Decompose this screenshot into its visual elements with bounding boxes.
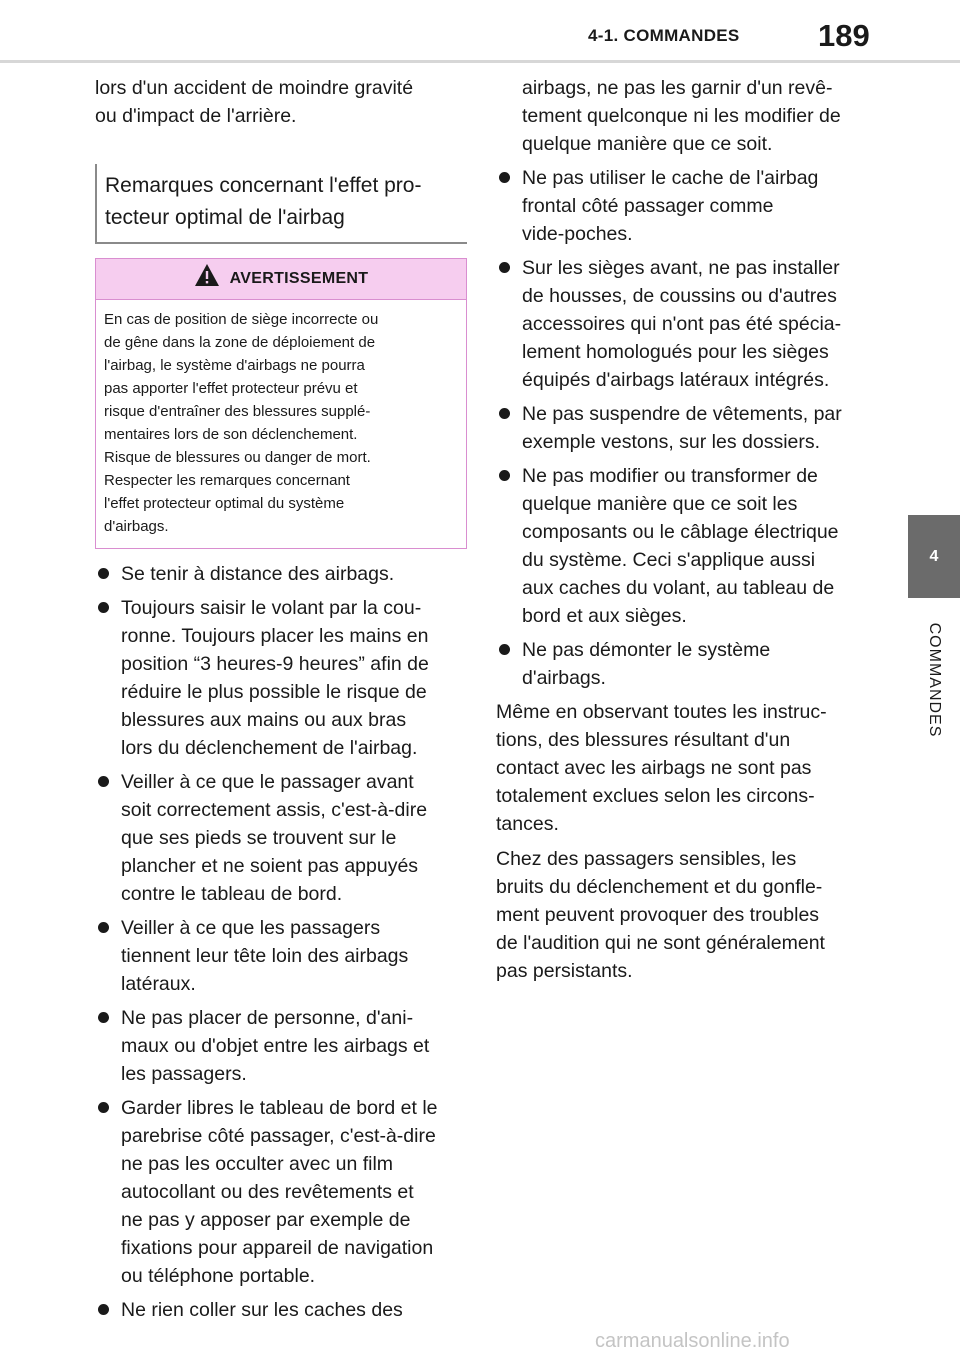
text-line: contre le tableau de bord. <box>121 883 343 905</box>
text-line: ne pas y apposer par exemple de <box>121 1209 411 1231</box>
text-line: ronne. Toujours placer les mains en <box>121 625 429 647</box>
warning-line: risque d'entraîner des blessures supplé- <box>104 403 371 420</box>
text-line: bord et aux sièges. <box>522 605 687 627</box>
warning-line: de gêne dans la zone de déploiement de <box>104 334 376 351</box>
text-line: Veiller à ce que le passager avant <box>121 771 414 793</box>
body-paragraph <box>496 845 862 985</box>
text-line: réduire le plus possible le risque de <box>121 681 427 703</box>
text-line: Toujours saisir le volant par la cou- <box>121 597 422 619</box>
text-line: Ne pas utiliser le cache de l'airbag <box>522 167 819 189</box>
warning-line: Risque de blessures ou danger de mort. <box>104 449 371 466</box>
text-line: Même en observant toutes les instruc- <box>496 701 827 723</box>
bullet-dot-icon <box>98 568 109 579</box>
text-line: parebrise côté passager, c'est-à-dire <box>121 1125 436 1147</box>
text-line: exemple vestons, sur les dossiers. <box>522 431 821 453</box>
text-line: tances. <box>496 813 559 835</box>
text-line: d'airbags. <box>522 667 606 689</box>
text-line: les passagers. <box>121 1063 247 1085</box>
body-paragraph <box>496 698 862 838</box>
warning-triangle-icon <box>194 263 220 295</box>
text-line: pas persistants. <box>496 960 633 982</box>
bullet-item <box>95 1094 467 1290</box>
text-line: lement homologués pour les sièges <box>522 341 829 363</box>
warning-line: pas apporter l'effet protecteur prévu et <box>104 380 358 397</box>
page-number: 189 <box>818 18 870 53</box>
chapter-number: 4 <box>929 547 939 565</box>
bullet-item <box>95 594 467 762</box>
bullet-dot-icon <box>499 262 510 273</box>
bullet-item <box>95 1296 467 1324</box>
chapter-label: COMMANDES <box>926 622 943 738</box>
text-line: soit correctement assis, c'est-à-dire <box>121 799 428 821</box>
bullet-item <box>95 768 467 908</box>
text-line: Ne pas suspendre de vêtements, par <box>522 403 842 425</box>
warning-line: l'effet protecteur optimal du système <box>104 495 345 512</box>
text-line: totalement exclues selon les circons- <box>496 785 815 807</box>
text-line: Ne pas modifier ou transformer de <box>522 465 818 487</box>
text-line: tiennent leur tête loin des airbags <box>121 945 409 967</box>
text-line: frontal côté passager comme <box>522 195 774 217</box>
warning-header <box>96 259 466 300</box>
text-line: quelque manière que ce soit. <box>522 133 773 155</box>
text-line: Garder libres le tableau de bord et le <box>121 1097 438 1119</box>
warning-line: l'airbag, le système d'airbags ne pourra <box>104 357 365 374</box>
text-line: blessures aux mains ou aux bras <box>121 709 407 731</box>
text-line: Se tenir à distance des airbags. <box>121 563 395 585</box>
bullet-item <box>95 560 467 588</box>
text-line: ou d'impact de l'arrière. <box>95 105 297 127</box>
bullet-dot-icon <box>98 1012 109 1023</box>
text-line: vide-poches. <box>522 223 633 245</box>
text-line: du système. Ceci s'applique aussi <box>522 549 816 571</box>
text-line: plancher et ne soient pas appuyés <box>121 855 419 877</box>
warning-line: d'airbags. <box>104 518 169 535</box>
header-divider <box>0 60 960 63</box>
bullet-item <box>496 400 862 456</box>
text-line: lors d'un accident de moindre gravité <box>95 77 414 99</box>
right-column <box>496 74 862 992</box>
text-line: Ne pas placer de personne, d'ani- <box>121 1007 414 1029</box>
warning-title: AVERTISSEMENT <box>229 270 369 287</box>
text-line: Sur les sièges avant, ne pas installer <box>522 257 840 279</box>
text-line: ou téléphone portable. <box>121 1265 316 1287</box>
text-line: fixations pour appareil de navigation <box>121 1237 434 1259</box>
text-line: airbags, ne pas les garnir d'un revê- <box>522 77 833 99</box>
text-line: composants ou le câblage électrique <box>522 521 839 543</box>
bullet-dot-icon <box>499 644 510 655</box>
text-line: Ne rien coller sur les caches des <box>121 1299 403 1321</box>
text-line: contact avec les airbags ne sont pas <box>496 757 812 779</box>
text-line: tement quelconque ni les modifier de <box>522 105 841 127</box>
bullet-dot-icon <box>98 1304 109 1315</box>
warning-line: Respecter les remarques concernant <box>104 472 350 489</box>
text-line: position “3 heures-9 heures” afin de <box>121 653 429 675</box>
bullet-dot-icon <box>98 922 109 933</box>
text-line: quelque manière que ce soit les <box>522 493 798 515</box>
bullet-item <box>496 462 862 630</box>
warning-line: En cas de position de siège incorrecte ou <box>104 311 379 328</box>
bullet-item <box>95 914 467 998</box>
text-line: bruits du déclenchement et du gonfle- <box>496 876 823 898</box>
bullet-dot-icon <box>499 470 510 481</box>
text-line: autocollant ou des revêtements et <box>121 1181 414 1203</box>
text-line: Veiller à ce que les passagers <box>121 917 381 939</box>
text-line: lors du déclenchement de l'airbag. <box>121 737 418 759</box>
text-line: de housses, de coussins ou d'autres <box>522 285 837 307</box>
text-line: que ses pieds se trouvent sur le <box>121 827 397 849</box>
bullet-dot-icon <box>98 602 109 613</box>
chapter-tab <box>908 515 960 598</box>
text-line: ne pas les occulter avec un film <box>121 1153 394 1175</box>
bullet-item <box>496 164 862 248</box>
text-line: équipés d'airbags latéraux intégrés. <box>522 369 830 391</box>
remark-heading <box>95 164 467 244</box>
section-title: 4-1. COMMANDES <box>588 26 740 45</box>
text-line: Chez des passagers sensibles, les <box>496 848 797 870</box>
bullet-item <box>496 254 862 394</box>
left-column <box>95 74 467 1330</box>
text-line: maux ou d'objet entre les airbags et <box>121 1035 430 1057</box>
text-line: de l'audition qui ne sont généralement <box>496 932 825 954</box>
text-line: aux caches du volant, au tableau de <box>522 577 835 599</box>
continued-bullet-text <box>496 74 862 158</box>
bullet-item <box>95 1004 467 1088</box>
text-line: latéraux. <box>121 973 196 995</box>
text-line: tions, des blessures résultant d'un <box>496 729 791 751</box>
watermark-text: carmanualsonline.info <box>595 1330 790 1352</box>
warning-box <box>95 258 467 549</box>
heading-line: Remarques concernant l'effet pro- <box>105 174 422 197</box>
heading-line: tecteur optimal de l'airbag <box>105 206 345 229</box>
warning-line: mentaires lors de son déclenchement. <box>104 426 358 443</box>
text-line: Ne pas démonter le système <box>522 639 771 661</box>
bullet-dot-icon <box>98 776 109 787</box>
intro-paragraph <box>95 74 467 130</box>
text-line: ment peuvent provoquer des troubles <box>496 904 820 926</box>
warning-body <box>96 300 466 548</box>
bullet-dot-icon <box>98 1102 109 1113</box>
bullet-item <box>496 636 862 692</box>
bullet-dot-icon <box>499 172 510 183</box>
text-line: accessoires qui n'ont pas été spécia- <box>522 313 842 335</box>
bullet-dot-icon <box>499 408 510 419</box>
